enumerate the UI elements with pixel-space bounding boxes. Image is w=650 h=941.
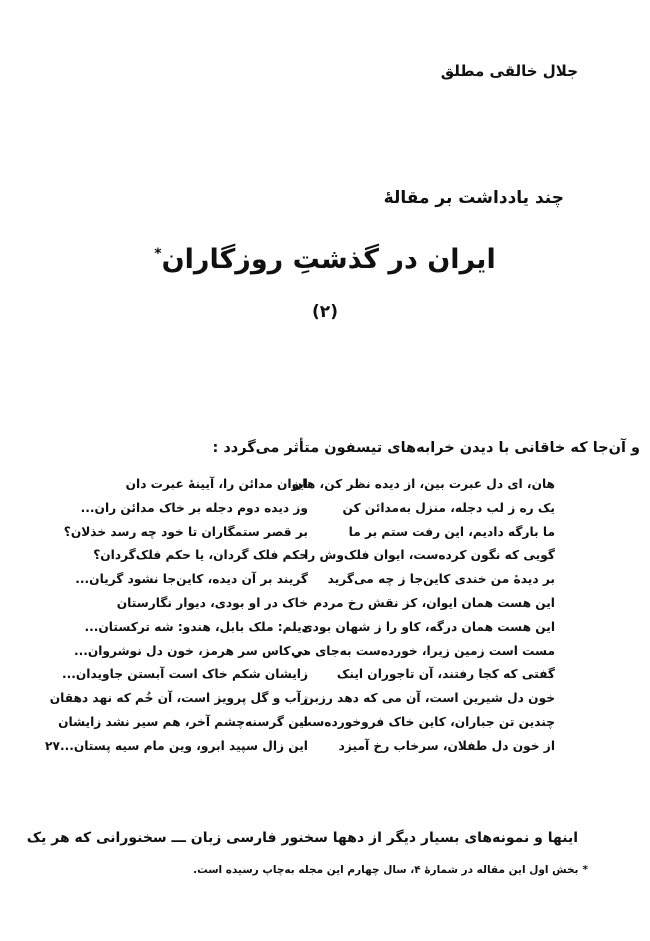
closing-paragraph: اینها و نمونه‌های بسیار دیگر از دهها سخنور فارسی زبان ـــ سخنورانی که هر یک bbox=[26, 830, 578, 846]
title-footnote-mark: * bbox=[154, 246, 162, 262]
poem-line: ایوان مدائن را، آیینهٔ عبرت دان bbox=[125, 477, 308, 491]
poem-column-first-hemistich bbox=[290, 473, 555, 759]
poem-line: وز دیده دوم دجله بر خاک مدائن ران... bbox=[80, 500, 308, 515]
footnote-star: * bbox=[582, 864, 588, 876]
poem-line: یک ره ز لب دجله، منزل به‌مدائن کن bbox=[342, 500, 555, 515]
poem-line: هان، ای دل عبرت بین، از دیده نظر کن، هان bbox=[291, 477, 555, 491]
poem-line: حکم فلک گردان، یا حکم فلک‌گردان؟ bbox=[93, 548, 308, 563]
poem-line: این زال سپید ابرو، وین مام سیه پستان...۲۷ bbox=[45, 738, 308, 753]
poem-line: گریند بر آن دیده، کاین‌جا نشود گریان... bbox=[75, 572, 308, 587]
poem-line: دیلم: ملک بابل، هندو: شه ترکستان... bbox=[84, 619, 308, 634]
poem-line: بر قصر ستمگاران تا خود چه رسد خذلان؟ bbox=[63, 524, 308, 539]
author-name: جلال خالقی مطلق bbox=[440, 62, 578, 80]
intro-paragraph: و آن‌جا که خاقانی با دیدن خرابه‌های تیسفون متأثر می‌گردد : bbox=[212, 440, 640, 456]
poem-line: مست است زمین زیرا، خورده‌ست به‌جای می bbox=[290, 643, 555, 658]
poem-line: زایشان شکم خاک است آبستن جاویدان... bbox=[61, 667, 308, 682]
poem-line: گفتی که کجا رفتند، آن تاجوران اینک bbox=[336, 667, 555, 682]
poem-line: چندین تن جباران، کاین خاک فروخورده‌ست bbox=[299, 714, 555, 729]
article-title-text: ایران در گذشتِ روزگاران bbox=[161, 244, 496, 275]
poem-line: زآب و گل پرویز است، آن خُم که نهد دهقان bbox=[49, 691, 308, 706]
article-preheading: چند یادداشت بر مقالهٔ bbox=[383, 188, 564, 208]
poem-line: ما بارگه دادیم، این رفت ستم بر ما bbox=[348, 524, 555, 539]
poem-column-second-hemistich bbox=[45, 473, 308, 759]
part-number: (۲) bbox=[312, 302, 338, 322]
poem-line: در کاس سر هرمز، خون دل نوشروان... bbox=[73, 643, 308, 658]
poem-line: بر دیدهٔ من خندی کاین‌جا ز چه می‌گرید bbox=[327, 572, 555, 587]
poem-line: خون دل شیرین است، آن می که دهد رزبن bbox=[303, 691, 555, 706]
poem-line: از خون دل طفلان، سرخاب رخ آمیزد bbox=[338, 738, 555, 753]
poem-line: این هست همان درگه، کاو را ز شهان بودی bbox=[301, 619, 555, 634]
article-title bbox=[0, 244, 650, 275]
poem-line: این گرسنه‌چشم آخر، هم سیر نشد زایشان bbox=[58, 714, 308, 729]
footnote-text: بخش اول این مقاله در شمارهٔ ۴، سال چهارم این مجله به‌چاپ رسیده است. bbox=[193, 864, 579, 876]
poem-line: این هست همان ایوان، کز نقش رخ مردم bbox=[313, 595, 555, 610]
poem-line: خاک در او بودی، دیوار نگارستان bbox=[116, 595, 308, 610]
footnote bbox=[193, 864, 588, 876]
poem-line: گویی که نگون کرده‌ست، ایوان فلک‌وش را bbox=[304, 548, 555, 563]
